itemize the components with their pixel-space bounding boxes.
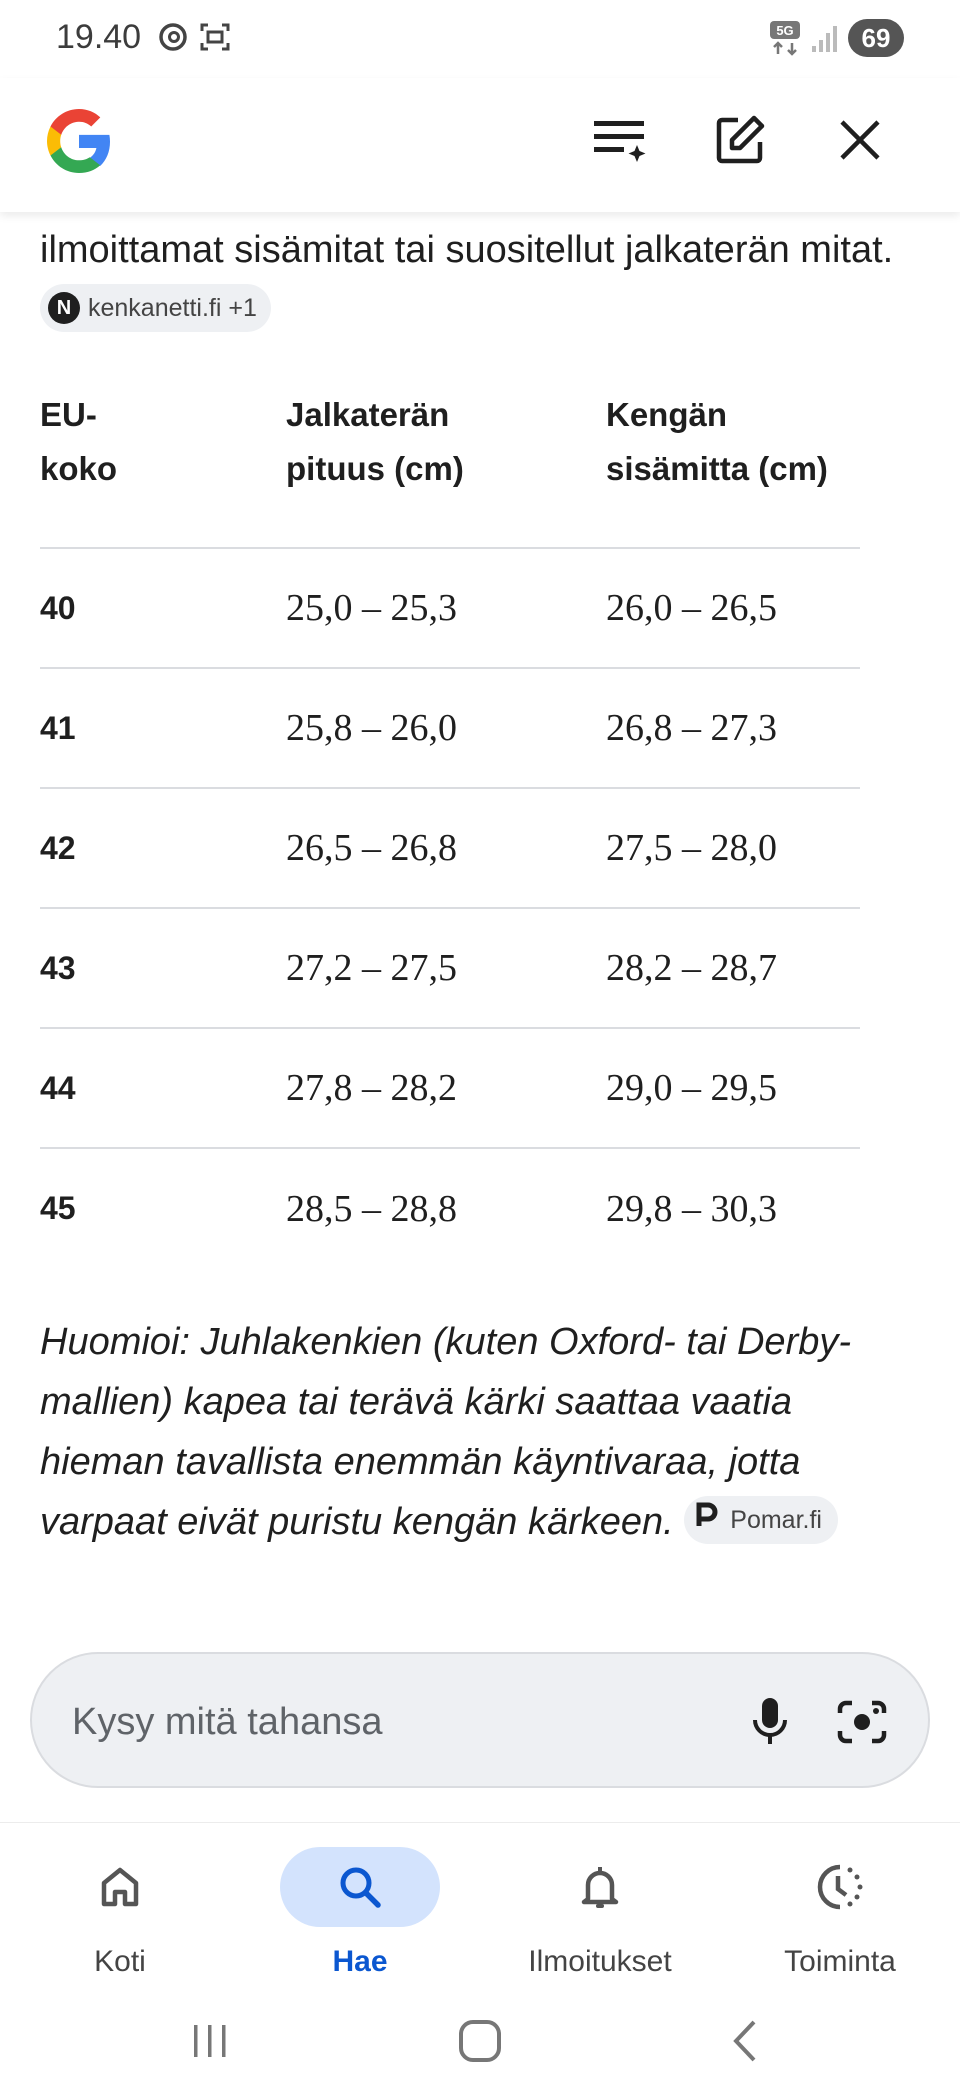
header-eu-size: EU- koko — [40, 396, 118, 487]
nav-pill — [760, 1847, 920, 1927]
table-row — [40, 1148, 860, 1268]
edit-icon[interactable] — [708, 108, 772, 172]
network-5g-icon — [768, 20, 804, 61]
table-row — [40, 788, 860, 908]
cell-size: 40 — [40, 589, 76, 626]
battery-indicator: 69 — [848, 19, 904, 57]
nav-pill — [40, 1847, 200, 1927]
recent-apps-icon[interactable] — [180, 2016, 240, 2066]
cell-inner-length: 29,0 – 29,5 — [606, 1067, 777, 1109]
table-row — [40, 1028, 860, 1148]
source-chip-kenkanetti[interactable] — [40, 284, 271, 332]
nav-item-notifications[interactable] — [500, 1841, 700, 1991]
nav-pill — [520, 1847, 680, 1927]
intro-text: ilmoittamat sisämitat tai suositellut jalkaterän mitat. — [40, 229, 894, 271]
google-logo[interactable] — [40, 102, 118, 180]
cell-foot-length: 27,8 – 28,2 — [286, 1067, 457, 1109]
cell-inner-length: 26,0 – 26,5 — [606, 587, 777, 629]
cell-foot-length: 25,0 – 25,3 — [286, 587, 457, 629]
search-bar[interactable] — [30, 1652, 930, 1788]
cell-size: 43 — [40, 949, 76, 986]
cell-inner-length: 27,5 – 28,0 — [606, 827, 777, 869]
home-icon — [96, 1863, 144, 1911]
pomar-logo-icon — [694, 1490, 720, 1550]
note-text: Huomioi: Juhlakenkien (kuten Oxford- tai Derby-mallien) kapea tai terävä kärki saattaa vaatia hieman tavallista enemmän käyntivaraa, jotta varpaat eivät puristu kengän kärkeen. — [40, 1321, 852, 1543]
bottom-navigation — [0, 1822, 960, 2002]
cell-inner-length: 26,8 – 27,3 — [606, 707, 777, 749]
microphone-icon[interactable] — [738, 1690, 802, 1754]
signal-icon — [810, 24, 838, 59]
back-icon[interactable] — [716, 2016, 776, 2066]
search-icon — [336, 1863, 384, 1911]
close-icon[interactable] — [828, 108, 892, 172]
cell-size: 42 — [40, 829, 76, 866]
nav-label: Toiminta — [784, 1945, 896, 1978]
header-foot-length: Jalkaterän pituus (cm) — [286, 396, 464, 487]
nav-label: Koti — [94, 1945, 146, 1978]
nav-label: Hae — [332, 1945, 388, 1978]
threads-icon — [156, 20, 190, 59]
activity-icon — [814, 1861, 866, 1913]
filter-list-sparkle-icon[interactable] — [588, 108, 652, 172]
screenshot-icon — [198, 20, 232, 59]
app-header — [0, 78, 960, 212]
cell-foot-length: 25,8 – 26,0 — [286, 707, 457, 749]
cell-foot-length: 28,5 – 28,8 — [286, 1187, 457, 1230]
nav-item-activity[interactable] — [740, 1841, 940, 1991]
search-input[interactable] — [72, 1694, 672, 1750]
status-bar — [0, 0, 960, 78]
source-chip-pomar[interactable] — [684, 1496, 838, 1544]
intro-paragraph — [40, 220, 900, 340]
svg-text:5G: 5G — [776, 23, 794, 38]
header-inner-length: Kengän sisämitta (cm) — [606, 396, 828, 487]
note-paragraph — [40, 1312, 920, 1552]
source-chip-label: Pomar.fi — [730, 1505, 822, 1534]
lens-camera-icon[interactable] — [830, 1690, 894, 1754]
table-row — [40, 908, 860, 1028]
cell-foot-length: 26,5 – 26,8 — [286, 827, 457, 869]
nav-item-home[interactable] — [20, 1841, 220, 1991]
cell-inner-length: 28,2 – 28,7 — [606, 947, 777, 989]
table-header-row — [40, 388, 860, 548]
cell-size: 45 — [40, 1190, 76, 1226]
cell-size: 44 — [40, 1069, 76, 1106]
kenkanetti-logo-icon: N — [48, 292, 80, 324]
table-row — [40, 548, 860, 668]
nav-item-search[interactable] — [260, 1841, 460, 1991]
source-chip-label: kenkanetti.fi +1 — [88, 293, 257, 322]
bell-icon — [576, 1863, 624, 1911]
system-navigation-bar — [0, 2002, 960, 2080]
status-time: 19.40 — [56, 18, 142, 56]
nav-label: Ilmoitukset — [528, 1945, 672, 1978]
cell-size: 41 — [40, 709, 76, 746]
table-row — [40, 668, 860, 788]
shoe-size-table — [40, 388, 860, 1268]
nav-pill-active — [280, 1847, 440, 1927]
home-button-icon[interactable] — [450, 2016, 510, 2066]
cell-inner-length: 29,8 – 30,3 — [606, 1187, 777, 1230]
cell-foot-length: 27,2 – 27,5 — [286, 947, 457, 989]
